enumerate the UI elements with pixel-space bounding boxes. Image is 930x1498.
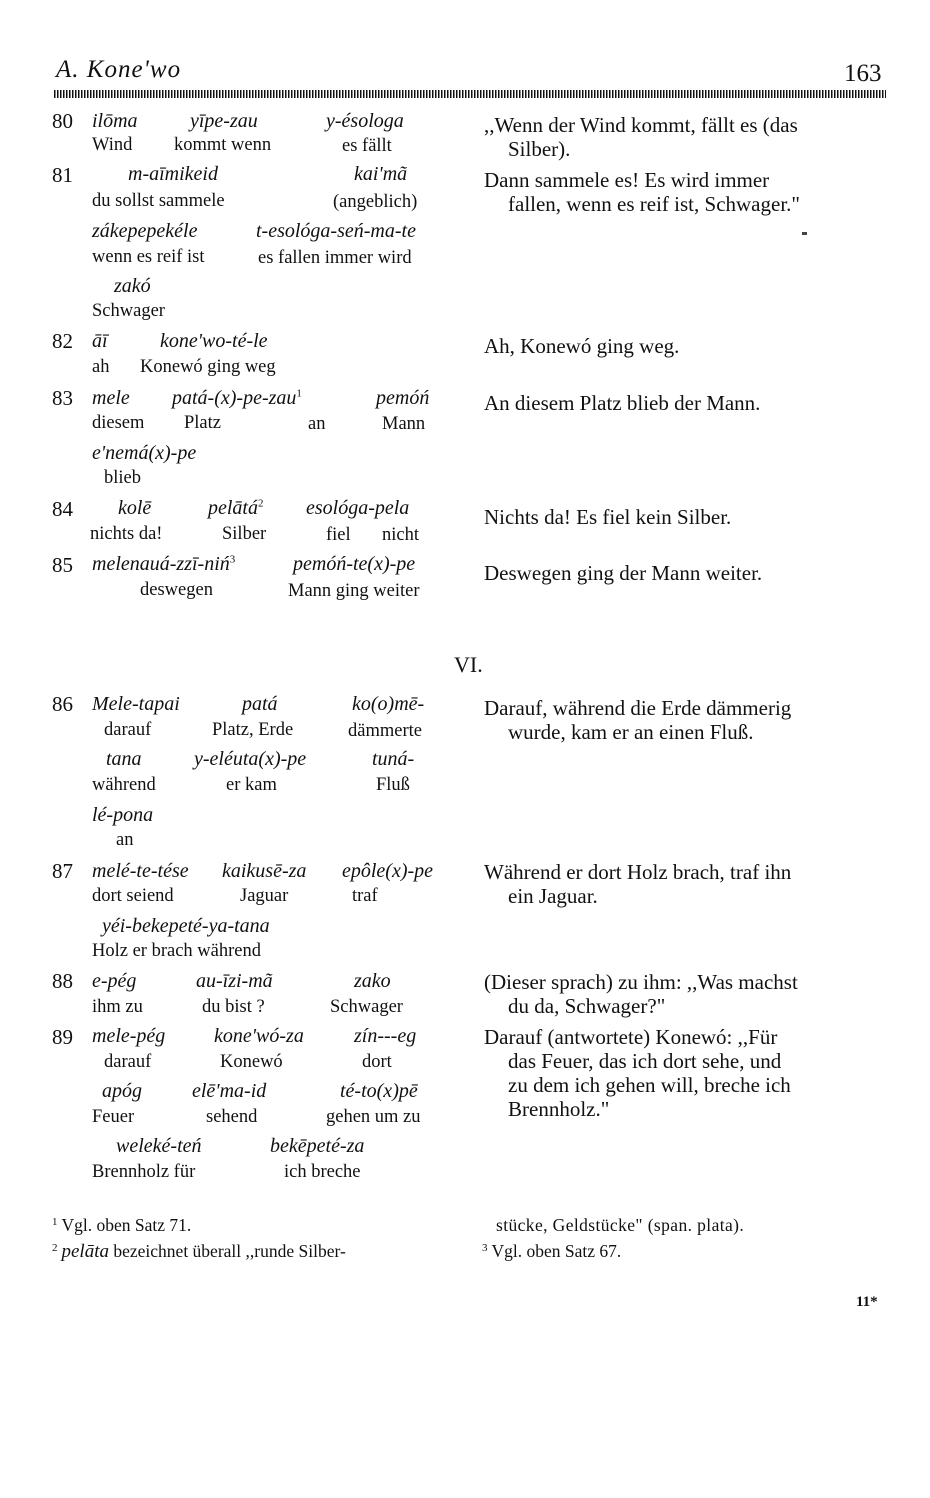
kamaracoto-word: Mele-tapai xyxy=(92,693,180,715)
kamaracoto-word: y-eléuta(x)-pe xyxy=(194,748,307,770)
kamaracoto-word: āī xyxy=(92,330,108,352)
translation-line: Ah, Konewó ging weg. xyxy=(484,334,680,358)
kamaracoto-word: zako xyxy=(354,970,391,992)
translation-89 xyxy=(484,1025,894,1121)
translation-line: An diesem Platz blieb der Mann. xyxy=(484,391,761,415)
kamaracoto-word: tuná- xyxy=(372,748,415,770)
gloss: es fällt xyxy=(342,136,392,156)
gloss: Schwager xyxy=(92,301,165,321)
kamaracoto-word: patá-(x)-pe-zau$^1$ xyxy=(172,387,302,409)
kamaracoto-word: weleké-teń xyxy=(116,1135,202,1157)
gloss: an xyxy=(308,414,326,434)
gloss: wenn es reif ist xyxy=(92,247,205,267)
gloss: sehend xyxy=(206,1107,258,1127)
line-number: 83 xyxy=(52,386,73,410)
kamaracoto-word: yīpe-zau xyxy=(190,110,258,132)
kamaracoto-word: pemóń xyxy=(376,387,430,409)
gloss: Wind xyxy=(92,135,133,155)
kamaracoto-word: pemóń-te(x)-pe xyxy=(293,553,416,575)
gloss: Schwager xyxy=(330,997,403,1017)
kamaracoto-word: e-pég xyxy=(92,970,137,992)
kamaracoto-word: yéi-bekepeté-ya-tana xyxy=(102,915,270,937)
gloss: ah xyxy=(92,357,110,377)
gloss: gehen um zu xyxy=(326,1107,421,1127)
gloss: traf xyxy=(352,886,378,906)
gloss: nichts da! xyxy=(90,524,163,544)
translation-80 xyxy=(484,113,894,161)
gloss: er kam xyxy=(226,775,277,795)
kamaracoto-word: kone'wo-té-le xyxy=(160,330,268,352)
line-number: 82 xyxy=(52,329,73,353)
gloss: nicht xyxy=(382,525,419,545)
translation-84 xyxy=(484,505,894,529)
line-number: 86 xyxy=(52,692,73,716)
gloss: ihm zu xyxy=(92,997,143,1017)
gloss: während xyxy=(92,775,156,795)
line-number: 89 xyxy=(52,1025,73,1049)
header-rule xyxy=(54,90,886,98)
kamaracoto-word: mele xyxy=(92,387,130,409)
gloss: Feuer xyxy=(92,1107,135,1127)
line-number: 81 xyxy=(52,163,73,187)
line-number: 85 xyxy=(52,553,73,577)
gloss: darauf xyxy=(104,1052,152,1072)
section-heading: VI. xyxy=(454,652,483,677)
translation-87 xyxy=(484,860,894,908)
printing-speck xyxy=(802,232,807,235)
kamaracoto-word: ilōma xyxy=(92,110,138,132)
footnote-1: $^1$ Vgl. oben Satz 71. xyxy=(52,1215,192,1235)
signature-mark: 11* xyxy=(856,1294,878,1310)
gloss: (angeblich) xyxy=(333,192,418,212)
translation-line: zu dem ich gehen will, breche ich xyxy=(508,1073,791,1097)
translation-line: wurde, kam er an einen Fluß. xyxy=(508,720,754,744)
kamaracoto-word: apóg xyxy=(102,1080,142,1102)
gloss: dort seiend xyxy=(92,886,174,906)
translation-line: Deswegen ging der Mann weiter. xyxy=(484,561,763,585)
kamaracoto-word: m-aīmikeid xyxy=(128,163,218,185)
translation-line: ,,Wenn der Wind kommt, fällt es (das xyxy=(484,113,798,137)
gloss: darauf xyxy=(104,720,152,740)
gloss: du bist ? xyxy=(202,997,265,1017)
gloss: es fallen immer wird xyxy=(258,248,412,268)
line-number: 88 xyxy=(52,969,73,993)
gloss: Platz, Erde xyxy=(212,720,294,740)
gloss: Jaguar xyxy=(240,886,289,906)
gloss: deswegen xyxy=(140,580,213,600)
translation-81 xyxy=(484,168,894,216)
kamaracoto-word: zakó xyxy=(114,275,151,297)
kamaracoto-word: zákepepekéle xyxy=(92,220,198,242)
translation-line: Nichts da! Es fiel kein Silber. xyxy=(484,505,732,529)
kamaracoto-word: ko(o)mē- xyxy=(352,693,425,715)
translation-86 xyxy=(484,696,894,744)
running-head: A. Kone'wo xyxy=(56,56,182,83)
gloss: an xyxy=(116,830,134,850)
translation-85 xyxy=(484,561,894,585)
gloss: Fluß xyxy=(376,775,410,795)
kamaracoto-word: kaikusē-za xyxy=(222,860,307,882)
gloss: Brennholz für xyxy=(92,1162,196,1182)
kamaracoto-word: zín---eg xyxy=(354,1025,417,1047)
kamaracoto-word: lé-pona xyxy=(92,804,154,826)
page-number: 163 xyxy=(844,60,882,87)
gloss: Konewó xyxy=(220,1052,283,1072)
gloss: dort xyxy=(362,1052,392,1072)
kamaracoto-word: té-to(x)pē xyxy=(340,1080,418,1102)
gloss: blieb xyxy=(104,468,141,488)
gloss: fiel xyxy=(326,525,351,545)
line-number: 87 xyxy=(52,859,73,883)
translation-line: Dann sammele es! Es wird immer xyxy=(484,168,770,192)
translation-line: das Feuer, das ich dort sehe, und xyxy=(508,1049,782,1073)
gloss: Platz xyxy=(184,413,221,433)
gloss: du sollst sammele xyxy=(92,191,225,211)
kamaracoto-word: melé-te-tése xyxy=(92,860,189,882)
gloss: diesem xyxy=(92,413,145,433)
gloss: Mann ging weiter xyxy=(288,581,420,601)
translation-line: Darauf, während die Erde dämmerig xyxy=(484,696,792,720)
kamaracoto-word: e'nemá(x)-pe xyxy=(92,442,197,464)
translation-line: Während er dort Holz brach, traf ihn xyxy=(484,860,792,884)
kamaracoto-word: kai'mã xyxy=(354,163,408,185)
gloss: dämmerte xyxy=(348,721,422,741)
kamaracoto-word: pelātá$^2$ xyxy=(208,497,264,519)
gloss: Konewó ging weg xyxy=(140,357,276,377)
translation-line: fallen, wenn es reif ist, Schwager." xyxy=(508,192,800,216)
kamaracoto-word: tana xyxy=(106,748,142,770)
kamaracoto-word: bekēpeté-za xyxy=(270,1135,365,1157)
translation-88 xyxy=(484,970,894,1018)
translation-line: Silber). xyxy=(508,137,571,161)
translation-82 xyxy=(484,334,894,358)
kamaracoto-word: kone'wó-za xyxy=(214,1025,304,1047)
kamaracoto-word: mele-pég xyxy=(92,1025,166,1047)
kamaracoto-word: t-esológa-seń-ma-te xyxy=(256,220,416,242)
line-number: 80 xyxy=(52,109,73,133)
kamaracoto-word: melenauá-zzī-niń$^3$ xyxy=(92,553,236,575)
gloss: Mann xyxy=(382,414,426,434)
translation-line: Darauf (antwortete) Konewó: ,,Für xyxy=(484,1025,778,1049)
gloss: Holz er brach während xyxy=(92,941,261,961)
kamaracoto-word: esológa-pela xyxy=(306,497,410,519)
gloss: Silber xyxy=(222,524,267,544)
translation-83 xyxy=(484,391,894,415)
kamaracoto-word: au-īzi-mã xyxy=(196,970,273,992)
translation-line: du da, Schwager?" xyxy=(508,994,666,1018)
kamaracoto-word: epôle(x)-pe xyxy=(342,860,434,882)
kamaracoto-word: kolē xyxy=(118,497,152,519)
line-number: 84 xyxy=(52,497,73,521)
translation-line: Brennholz." xyxy=(508,1097,610,1121)
footnote-3: $^3$ Vgl. oben Satz 67. xyxy=(482,1241,622,1261)
kamaracoto-word: y-ésologa xyxy=(326,110,404,132)
kamaracoto-word: elē'ma-id xyxy=(192,1080,267,1102)
gloss: kommt wenn xyxy=(174,135,272,155)
footnote-2: $^2$ pelāta bezeichnet überall ,,runde Silber- xyxy=(52,1241,346,1262)
gloss: ich breche xyxy=(284,1162,361,1182)
translation-line: (Dieser sprach) zu ihm: ,,Was machst xyxy=(484,970,798,994)
footnote-2-continuation: stücke, Geldstücke" (span. plata). xyxy=(496,1215,745,1235)
translation-line: ein Jaguar. xyxy=(508,884,598,908)
kamaracoto-word: patá xyxy=(242,693,278,715)
